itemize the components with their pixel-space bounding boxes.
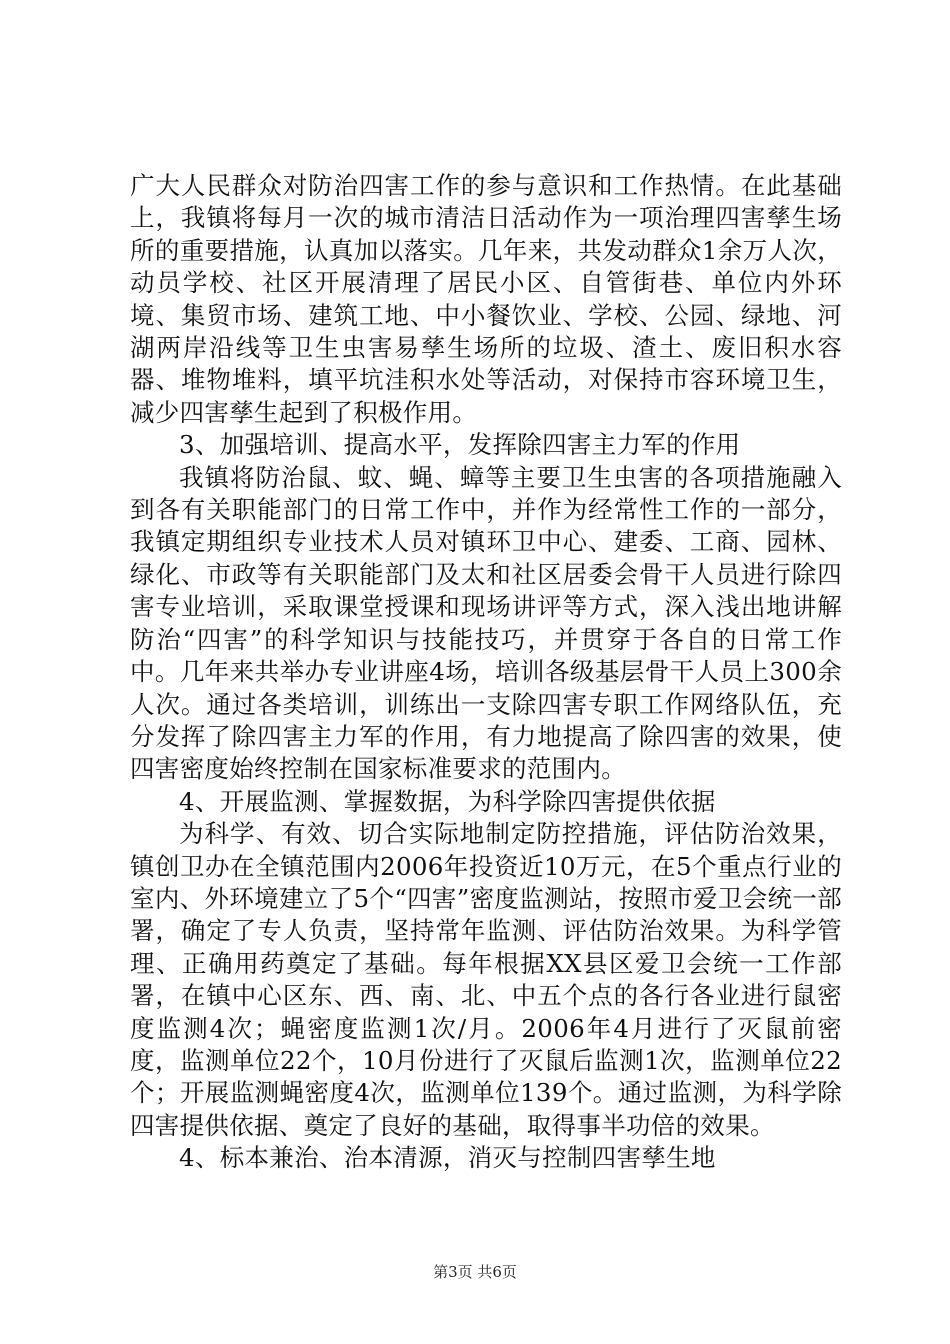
document-body bbox=[130, 170, 842, 1175]
paragraph-monitoring: 为科学、有效、切合实际地制定防控措施，评估防治效果，镇创卫办在全镇范围内2006年投资近10万元，在5个重点行业的室内、外环境建立了5个“四害”密度监测站，按照市爱卫会统一部署，确定了专人负责，坚持常年监测、评估防治效果。为科学管理、正确用药奠定了基础。每年根据XX县区爱卫会统一工作部署，在镇中心区东、西、南、北、中五个点的各行各业进行鼠密度监测4次；蝇密度监测1次/月。2006年4月进行了灭鼠前密度，监测单位22个，10月份进行了灭鼠后监测1次，监测单位22个；开展监测蝇密度4次，监测单位139个。通过监测，为科学除四害提供依据、奠定了良好的基础，取得事半功倍的效果。 bbox=[130, 819, 842, 1140]
paragraph-continuation: 广大人民群众对防治四害工作的参与意识和工作热情。在此基础上，我镇将每月一次的城市清洁日活动作为一项治理四害孳生场所的重要措施，认真加以落实。几年来，共发动群众1余万人次，动员学校、社区开展清理了居民小区、自管街巷、单位内外环境、集贸市场、建筑工地、中小餐饮业、学校、公园、绿地、河湖两岸沿线等卫生虫害易孳生场所的垃圾、渣土、废旧积水容器、堆物堆料，填平坑洼积水处等活动，对保持市容环境卫生，减少四害孳生起到了积极作用。 bbox=[130, 171, 842, 427]
page-footer bbox=[0, 1262, 950, 1282]
section-heading-training: 3、加强培训、提高水平，发挥除四害主力军的作用 bbox=[179, 430, 741, 460]
section-heading-monitoring: 4、开展监测、掌握数据，为科学除四害提供依据 bbox=[179, 786, 716, 816]
paragraph-training: 我镇将防治鼠、蚊、蝇、蟑等主要卫生虫害的各项措施融入到各有关职能部门的日常工作中，并作为经常性工作的一部分，我镇定期组织专业技术人员对镇环卫中心、建委、工商、园林、绿化、市政等有关职能部门及太和社区居委会骨干人员进行除四害专业培训，采取课堂授课和现场讲评等方式，深入浅出地讲解防治“四害”的科学知识与技能技巧，并贯穿于各自的日常工作中。几年来共举办专业讲座4场，培训各级基层骨干人员上300余人次。通过各类培训，训练出一支除四害专职工作网络队伍，充分发挥了除四害主力军的作用，有力地提高了除四害的效果，使四害密度始终控制在国家标准要求的范围内。 bbox=[130, 462, 842, 784]
section-heading-breeding-sites: 4、标本兼治、治本清源，消灭与控制四害孳生地 bbox=[179, 1143, 716, 1173]
page-number: 第3页 共6页 bbox=[433, 1263, 517, 1281]
